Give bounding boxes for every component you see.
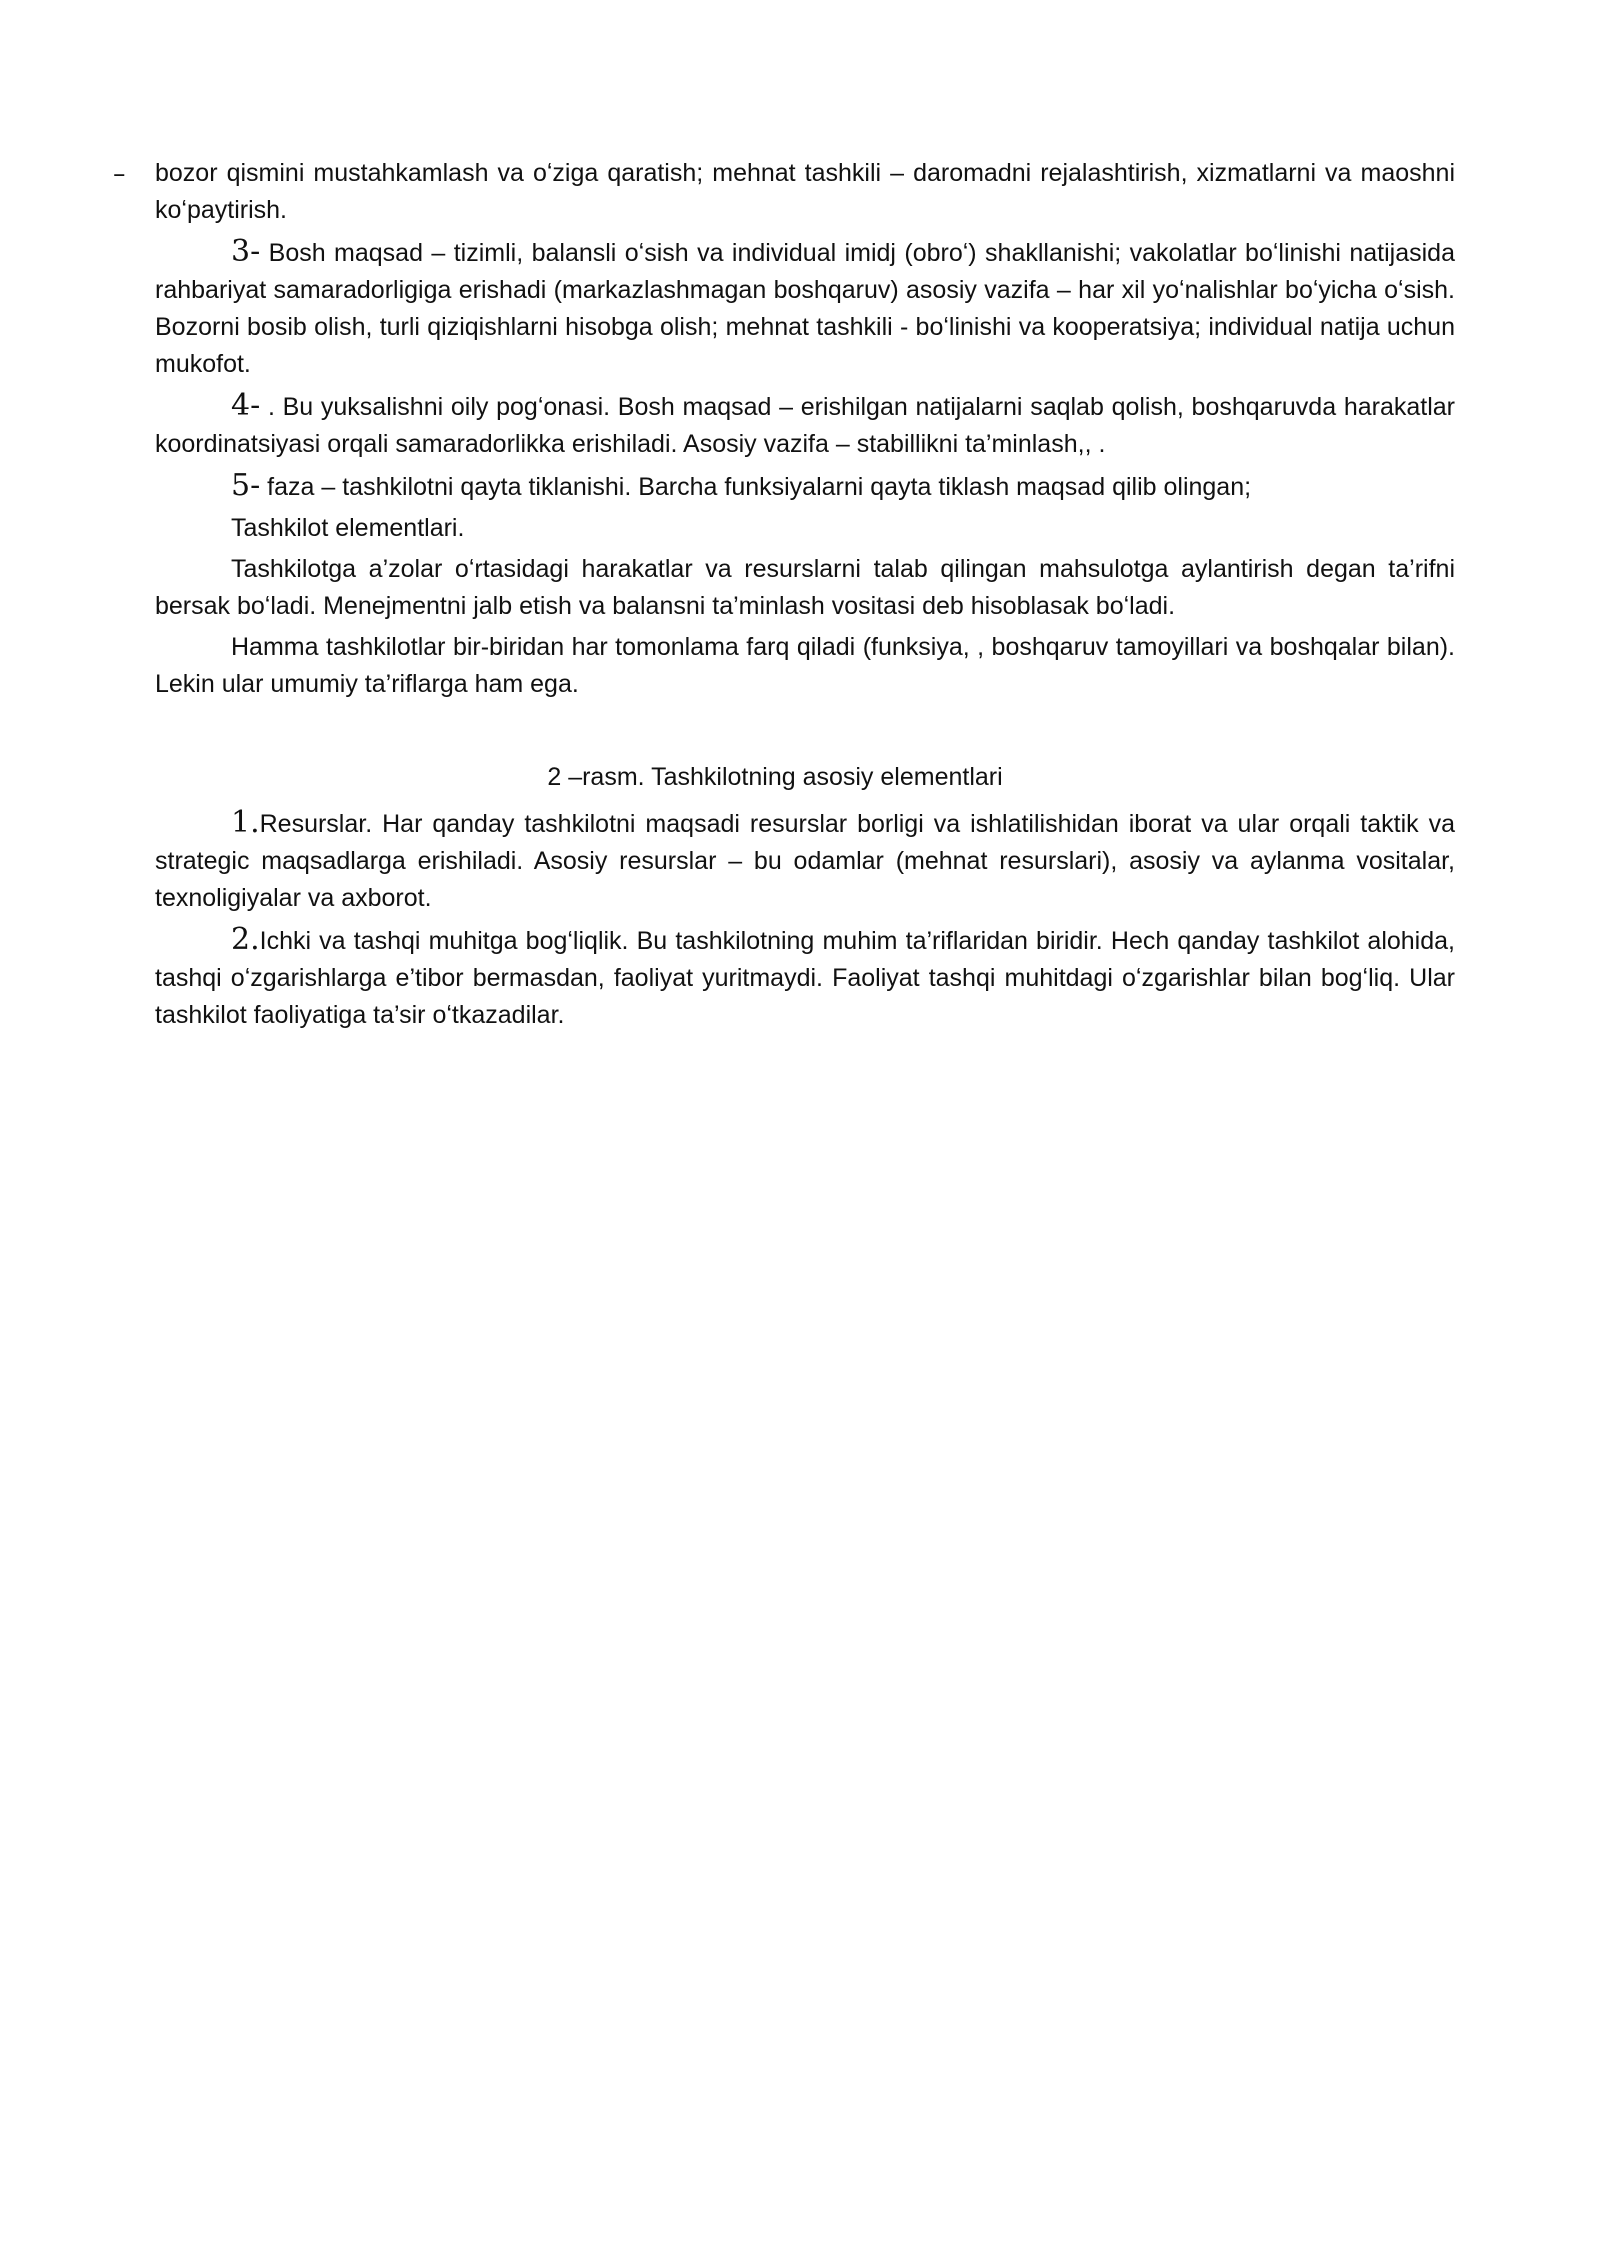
figure-caption: 2 –rasm. Tashkilotning asosiy elementlari	[547, 763, 1003, 791]
section-heading: Tashkilot elementlari.	[231, 514, 465, 542]
stage-number: 5-	[231, 468, 261, 503]
paragraph-text: . Bu yuksalishni oily pogʻonasi. Bosh maqsad – erishilgan natijalarni saqlab qolish, boshqaruvda harakatlar koordinatsiyasi orqali samaradorlikka erishiladi. Asosiy vazifa – stabillikni ta’minlash,, .	[155, 393, 1455, 458]
paragraph-environment	[155, 921, 1455, 1034]
paragraph-resources	[155, 804, 1455, 917]
paragraph-differences: Hamma tashkilotlar bir-biridan har tomonlama farq qiladi (funksiya, , boshqaruv tamoyillari va boshqalar bilan). Lekin ular umumiy ta’riflarga ham ega.	[155, 633, 1455, 698]
paragraph-market	[113, 155, 1455, 229]
paragraph-text: Resurslar. Har qanday tashkilotni maqsadi resurslar borligi va ishlatilishidan iborat va ular orqali taktik va strategic maqsadlarga erishiladi. Asosiy resurslar – bu odamlar (mehnat resurslari), asosiy va aylanma vositalar, texnoligiyalar va axborot.	[155, 810, 1455, 912]
paragraph-stage-3	[155, 233, 1455, 383]
dash-bullet: –	[113, 159, 126, 188]
paragraph-stage-5	[155, 467, 1455, 506]
paragraph-text: faza – tashkilotni qayta tiklanishi. Barcha funksiyalarni qayta tiklash maqsad qilib olingan;	[260, 473, 1252, 501]
paragraph-stage-4	[155, 387, 1455, 463]
item-number: 2.	[231, 922, 260, 957]
item-number: 1.	[231, 805, 260, 840]
paragraph-definition: Tashkilotga a’zolar oʻrtasidagi harakatlar va resurslarni talab qilingan mahsulotga aylantirish degan ta’rifni bersak boʻladi. Menejmentni jalb etish va balansni ta’minlash vositasi deb hisoblasak boʻladi.	[155, 555, 1455, 620]
paragraph-text: Bosh maqsad – tizimli, balansli oʻsish va individual imidj (obroʻ) shakllanishi; vakolatlar boʻlinishi natijasida rahbariyat samaradorligiga erishadi (markazlashmagan boshqaruv) asosiy vazifa – har xil yoʻnalishlar boʻyicha oʻsish. Bozorni bosib olish, turli qiziqishlarni hisobga olish; mehnat tashkili - boʻlinishi va kooperatsiya; individual natija uchun mukofot.	[155, 239, 1455, 378]
paragraph-text: Ichki va tashqi muhitga bogʻliqlik. Bu tashkilotning muhim ta’riflaridan biridir. Hech qanday tashkilot alohida, tashqi oʻzgarishlarga e’tibor bermasdan, faoliyat yuritmaydi. Faoliyat tashqi muhitdagi oʻzgarishlar bilan bogʻliq. Ular tashkilot faoliyatiga ta’sir oʻtkazadilar.	[155, 927, 1455, 1029]
stage-number: 4-	[231, 388, 261, 423]
paragraph-text: bozor qismini mustahkamlash va oʻziga qaratish; mehnat tashkili – daromadni rejalashtirish, xizmatlarni va maoshni koʻpaytirish.	[155, 159, 1455, 224]
stage-number: 3-	[231, 234, 261, 269]
document-page	[113, 155, 1455, 1038]
